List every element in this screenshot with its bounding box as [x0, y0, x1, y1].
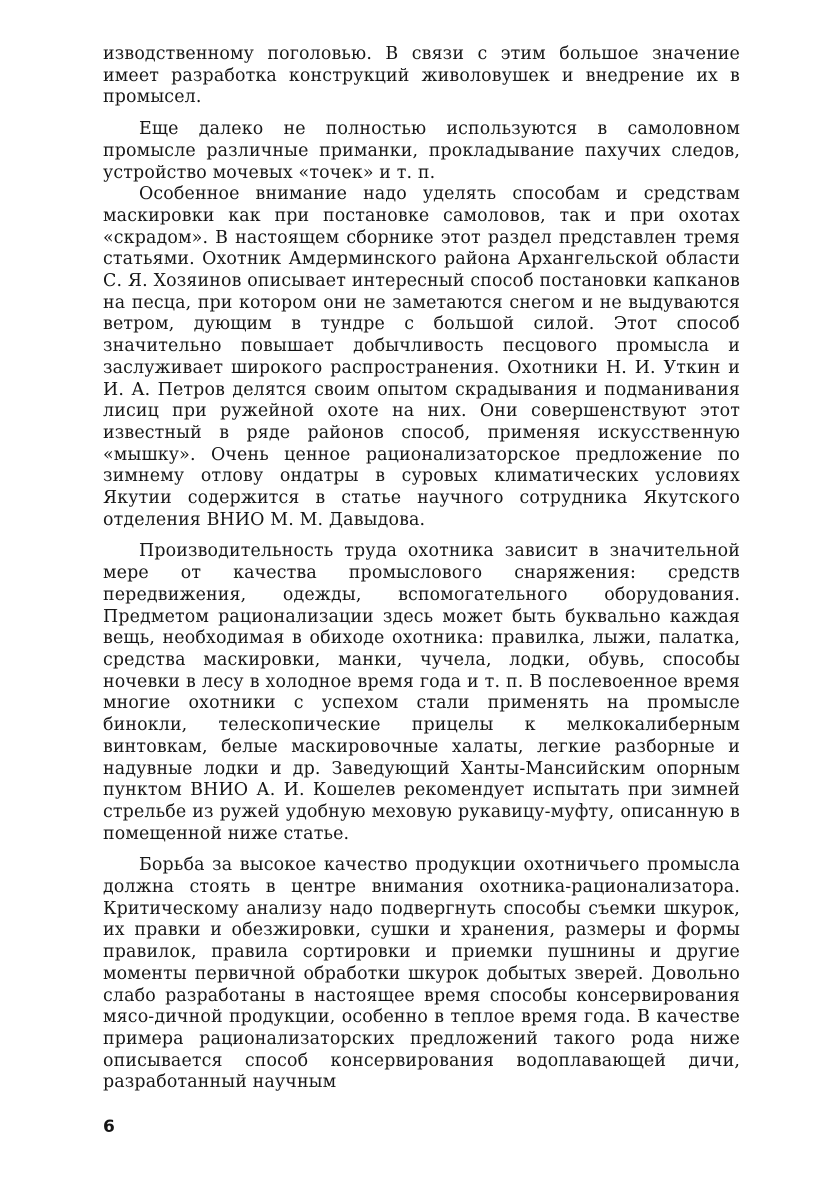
paragraph-lures: Еще далеко не полностью используются в самоловном промысле различные приманки, прокладывание пахучих следов, устройство мочевых «точек» и т. п. — [103, 119, 740, 183]
paragraph-quality: Борьба за высокое качество продукции охотничьего промысла должна стоять в центре внимания охотника-рационализатора. Критическому анализу надо подвергнуть способы съемки шкурок, их правки и обезжировки, сушки и хранения, размеры и формы правилок, правила сортировки и приемки пушнины и другие моменты первичной обработки шкурок добытых зверей. Довольно слабо разработаны в настоящее время способы консервирования мясо-дичной продукции, особенно в теплое время года. В качестве примера рационализаторских предложений такого рода ниже описывается способ консервирования водоплавающей дичи, разработанный научным — [103, 855, 740, 1093]
paragraph-camouflage: Особенное внимание надо уделять способам и средствам маскировки как при постановке самоловов, так и при охотах «скрадом». В настоящем сборнике этот раздел представлен тремя статьями. Охотник Амдерминского района Архангельской области С. Я. Хозяинов описывает интересный способ постановки капканов на песца, при котором они не заметаются снегом и не выдуваются ветром, дующим в тундре с большой силой. Этот способ значительно повышает добычливость песцового промысла и заслуживает широкого распространения. Охотники Н. И. Уткин и И. А. Петров делятся своим опытом скрадывания и подманивания лисиц при ружейной охоте на них. Они совершенствуют этот известный в ряде районов способ, применяя искусственную «мышку». Очень ценное рационализаторское предложение по зимнему отлову ондатры в суровых климатических условиях Якутии содержится в статье научного сотрудника Якутского отделения ВНИО М. М. Давыдова. — [103, 184, 740, 530]
paragraph-equipment: Производительность труда охотника зависит в значительной мере от качества промыслового снаряжения: средств передвижения, одежды, вспомогательного оборудования. Предметом рационализации здесь может быть буквально каждая вещь, необходимая в обиходе охотника: правилка, лыжи, палатка, средства маскировки, манки, чучела, лодки, обувь, способы ночевки в лесу в холодное время года и т. п. В послевоенное время многие охотники с успехом стали применять на промысле бинокли, телескопические прицелы к мелкокалиберным винтовкам, белые маскировочные халаты, легкие разборные и надувные лодки и др. Заведующий Ханты-Мансийским опорным пунктом ВНИО А. И. Кошелев рекомендует испытать при зимней стрельбе из ружей удобную меховую рукавицу-муфту, описанную в помещенной ниже статье. — [103, 541, 740, 844]
page-number: 6 — [103, 1117, 115, 1137]
paragraph-continuation: изводственному поголовью. В связи с этим большое значение имеет разработка конструкций живоловушек и внедрение их в промысел. — [103, 44, 740, 108]
body-text — [103, 44, 740, 1094]
